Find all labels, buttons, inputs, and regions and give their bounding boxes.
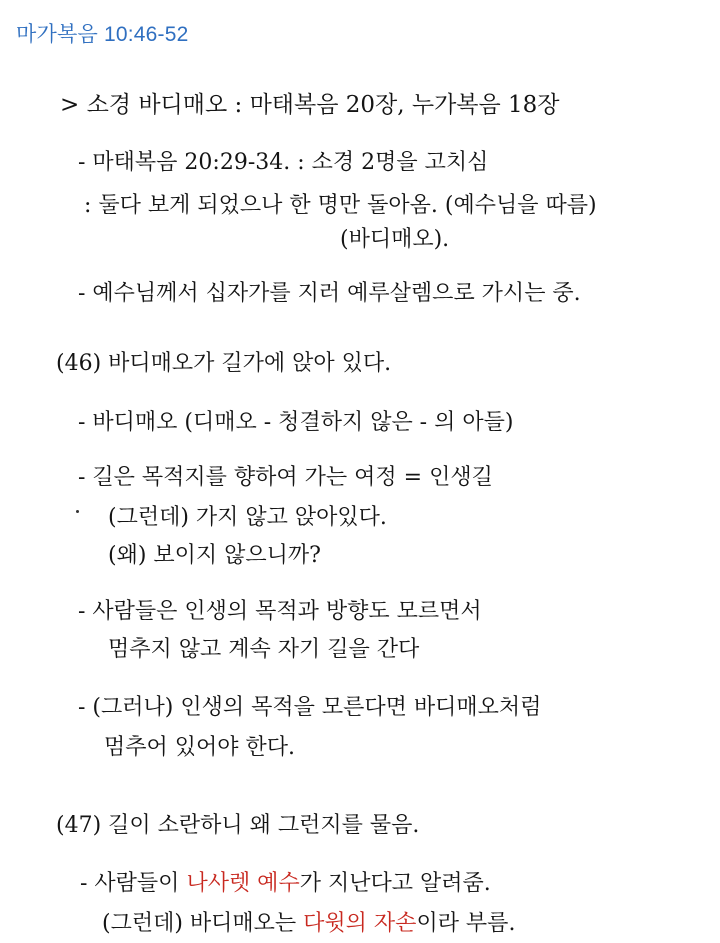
note-line-16 (80, 866, 491, 897)
note-line-8: - 길은 목적지를 향하여 가는 여정 = 인생길 (78, 465, 493, 490)
note-line-16-part-3: 가 지난다고 알려줌. (299, 871, 491, 896)
note-line-5: - 예수님께서 십자가를 지러 예루살렘으로 가시는 중. (78, 281, 581, 306)
note-line-7: - 바디매오 (디매오 - 청결하지 않은 - 의 아들) (78, 410, 514, 435)
note-line-3-part-3: 돌아옴. (예수님을 따름) (360, 193, 597, 218)
note-line-15: (47) 길이 소란하니 왜 그런지를 물음. (56, 813, 420, 838)
note-line-2: - 마태복음 20:29-34. : 소경 2명을 고치심 (78, 150, 489, 175)
note-line-14: 멈추어 있어야 한다. (104, 735, 295, 760)
note-line-1: > 소경 바디매오 : 마태복음 20장, 누가복음 18장 (60, 92, 560, 118)
note-line-11: - 사람들은 인생의 목적과 방향도 모르면서 (78, 599, 482, 624)
note-line-3-part-1: : 둘다 보게 되었으나 (84, 193, 290, 218)
note-red-text-1: 나사렛 예수 (186, 871, 300, 896)
note-line-3 (84, 188, 597, 219)
note-red-text-2: 다윗의 자손 (303, 911, 417, 936)
note-line-12: 멈추지 않고 계속 자기 길을 간다 (108, 637, 420, 662)
note-line-17-part-1: (그런데) 바디매오는 (102, 911, 304, 936)
page-title: 마가복음 10:46-52 (16, 23, 189, 46)
note-line-13: - (그러나) 인생의 목적을 모른다면 바디매오처럼 (78, 695, 542, 720)
note-line-17 (102, 906, 515, 937)
note-line-10: (왜) 보이지 않으니까? (108, 543, 321, 568)
note-line-6: (46) 바디매오가 길가에 앉아 있다. (56, 351, 392, 376)
ink-dot (76, 510, 79, 513)
note-line-9: (그런데) 가지 않고 앉아있다. (108, 505, 387, 530)
note-line-3-highlight: 한 명만 (289, 193, 361, 218)
note-line-16-part-1: - 사람들이 (80, 871, 187, 896)
note-line-4: (바디매오). (340, 227, 450, 252)
note-line-17-part-3: 이라 부름. (416, 911, 516, 936)
